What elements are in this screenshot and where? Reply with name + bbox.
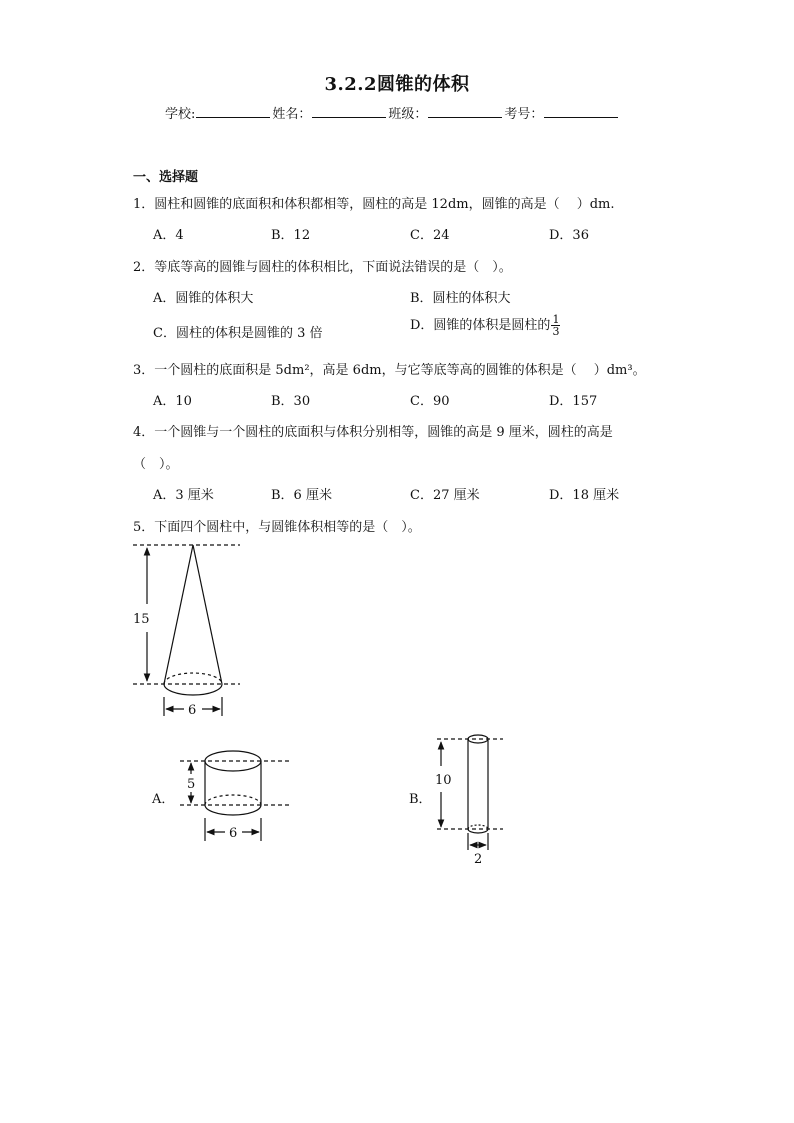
cylinder-b-diameter-label: 2 [474,852,483,867]
cone-figure [133,545,240,716]
q4-option-c[interactable]: C．27 厘米 [410,488,480,503]
question-4-line2: （ ）。 [133,457,179,472]
question-4-line1: 4．一个圆锥与一个圆柱的底面积与体积分别相等，圆锥的高是 9 厘米，圆柱的高是 [133,425,613,440]
cylinder-b-option-label: B． [409,792,432,807]
q3-option-b[interactable]: B．30 [271,394,311,409]
cylinder-b-top-ellipse [468,735,488,743]
cone-height-label: 15 [133,612,150,627]
question-1: 1．圆柱和圆锥的底面积和体积都相等，圆柱的高是 12dm，圆锥的高是（ ）dm. [133,197,615,212]
exam-no-label: 考号： [504,107,544,122]
cylinder-a-base-back-arc [205,795,261,805]
cone-diameter-label: 6 [188,703,197,718]
q2-option-c[interactable]: C．圆柱的体积是圆锥的 3 倍 [153,326,323,341]
q3-option-a[interactable]: A．10 [153,394,192,409]
page-title: 3.2.2圆锥的体积 [324,74,470,95]
q2-option-b[interactable]: B．圆柱的体积大 [410,291,511,306]
q4-option-a[interactable]: A．3 厘米 [153,488,214,503]
school-label: 学校: [165,107,196,122]
cylinder-b-base-back-arc [468,825,488,829]
q1-option-c[interactable]: C．24 [410,228,450,243]
question-2: 2．等底等高的圆锥与圆柱的体积相比，下面说法错误的是（ ）。 [133,260,512,275]
cylinder-b-base-front-arc [468,829,488,833]
cylinder-a-height-label: 5 [187,777,196,792]
class-label: 班级： [388,107,428,122]
q2-option-d-text: D．圆锥的体积是圆柱的 [410,318,551,333]
fraction-denominator: 3 [552,325,560,338]
cone-right-edge [193,545,222,684]
cylinder-b-figure[interactable] [437,735,503,850]
q3-option-d[interactable]: D．157 [549,394,598,409]
fraction-numerator: 1 [552,313,560,326]
q4-option-d[interactable]: D．18 厘米 [549,488,620,503]
cone-base-front-arc [164,684,222,695]
cylinder-a-diameter-label: 6 [229,826,238,841]
q1-option-a[interactable]: A．4 [153,228,184,243]
cone-left-edge [164,545,193,684]
q2-option-a[interactable]: A．圆锥的体积大 [153,291,254,306]
q4-option-b[interactable]: B．6 厘米 [271,488,332,503]
question-5: 5．下面四个圆柱中，与圆锥体积相等的是（ ）。 [133,520,421,535]
q1-option-b[interactable]: B．12 [271,228,311,243]
section-heading: 一、选择题 [133,170,199,185]
name-label: 姓名： [272,107,312,122]
question-3: 3．一个圆柱的底面积是 5dm²，高是 6dm，与它等底等高的圆锥的体积是（ ）dm³。 [133,363,646,378]
cone-base-back-arc [164,673,222,684]
cylinder-a-option-label: A． [152,792,175,807]
cylinder-a-base-front-arc [205,805,261,815]
q1-option-d[interactable]: D．36 [549,228,589,243]
q3-option-c[interactable]: C．90 [410,394,450,409]
cylinder-b-height-label: 10 [435,773,452,788]
